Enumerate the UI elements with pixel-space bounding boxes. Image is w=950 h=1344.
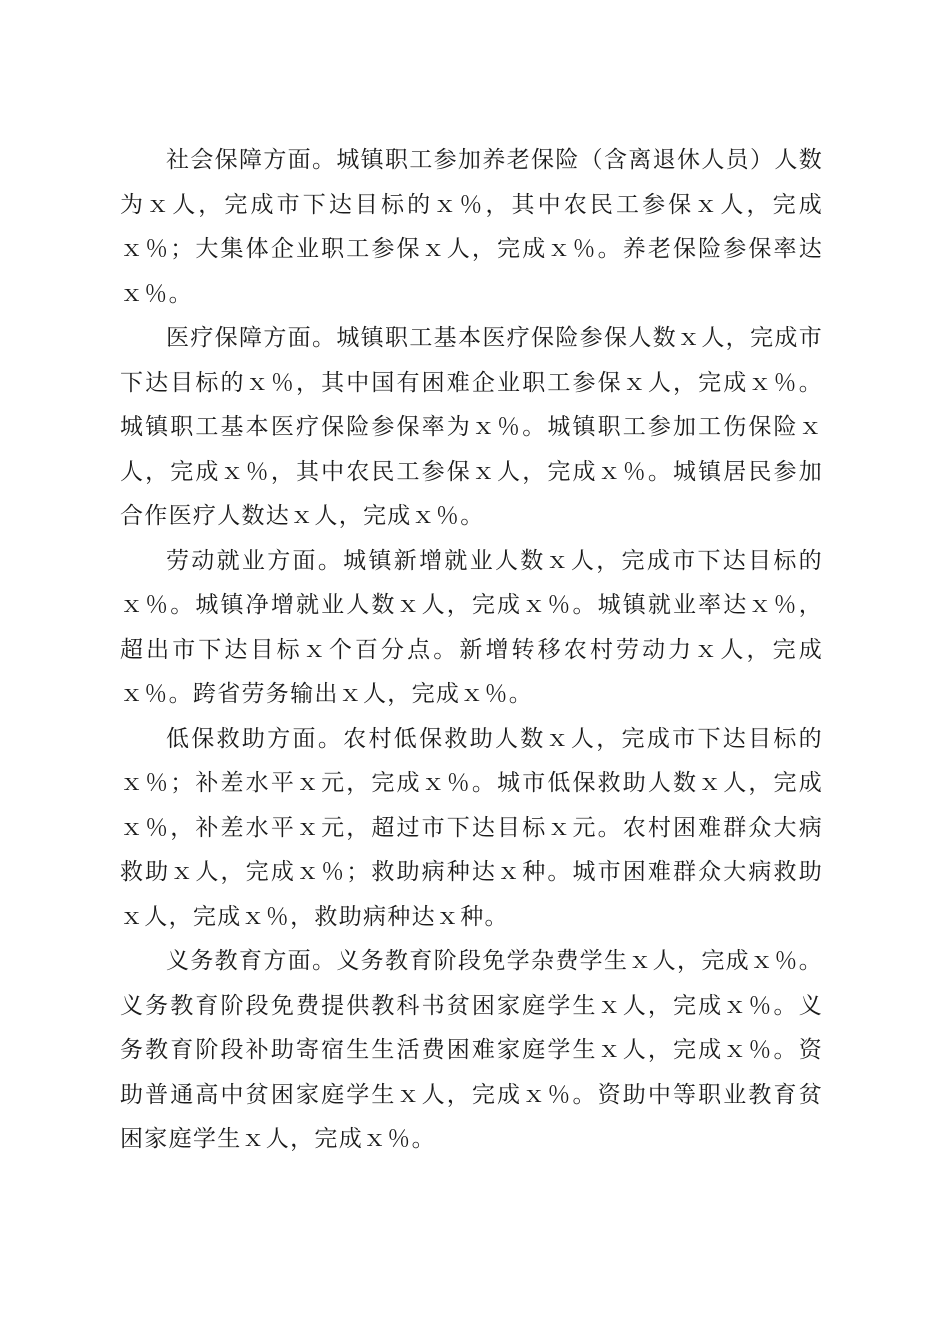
paragraph-compulsory-education: 义务教育方面。义务教育阶段免学杂费学生ｘ人，完成ｘ％。义务教育阶段免费提供教科书贫困家庭学生ｘ人，完成ｘ％。义务教育阶段补助寄宿生生活费困难家庭学生ｘ人，完成ｘ％。资助普通高中贫困家庭学生ｘ人，完成ｘ％。资助中等职业教育贫困家庭学生ｘ人，完成ｘ％。 [120, 948, 823, 1152]
document-page [120, 138, 823, 1162]
paragraph-social-security: 社会保障方面。城镇职工参加养老保险（含离退休人员）人数为ｘ人，完成市下达目标的ｘ％，其中农民工参保ｘ人，完成ｘ％；大集体企业职工参保ｘ人，完成ｘ％。养老保险参保率达ｘ％。 [120, 147, 823, 307]
paragraph-labor-employment: 劳动就业方面。城镇新增就业人数ｘ人，完成市下达目标的ｘ％。城镇净增就业人数ｘ人，完成ｘ％。城镇就业率达ｘ％，超出市下达目标ｘ个百分点。新增转移农村劳动力ｘ人，完成ｘ％。跨省劳务输出ｘ人，完成ｘ％。 [120, 547, 823, 707]
paragraph-medical-security: 医疗保障方面。城镇职工基本医疗保险参保人数ｘ人，完成市下达目标的ｘ％，其中国有困难企业职工参保ｘ人，完成ｘ％。城镇职工基本医疗保险参保率为ｘ％。城镇职工参加工伤保险ｘ人，完成ｘ％，其中农民工参保ｘ人，完成ｘ％。城镇居民参加合作医疗人数达ｘ人，完成ｘ％。 [120, 325, 823, 529]
paragraph-minimum-living-assistance: 低保救助方面。农村低保救助人数ｘ人，完成市下达目标的ｘ％；补差水平ｘ元，完成ｘ％。城市低保救助人数ｘ人，完成ｘ％，补差水平ｘ元，超过市下达目标ｘ元。农村困难群众大病救助ｘ人，完成ｘ％；救助病种达ｘ种。城市困难群众大病救助ｘ人，完成ｘ％，救助病种达ｘ种。 [120, 725, 823, 930]
